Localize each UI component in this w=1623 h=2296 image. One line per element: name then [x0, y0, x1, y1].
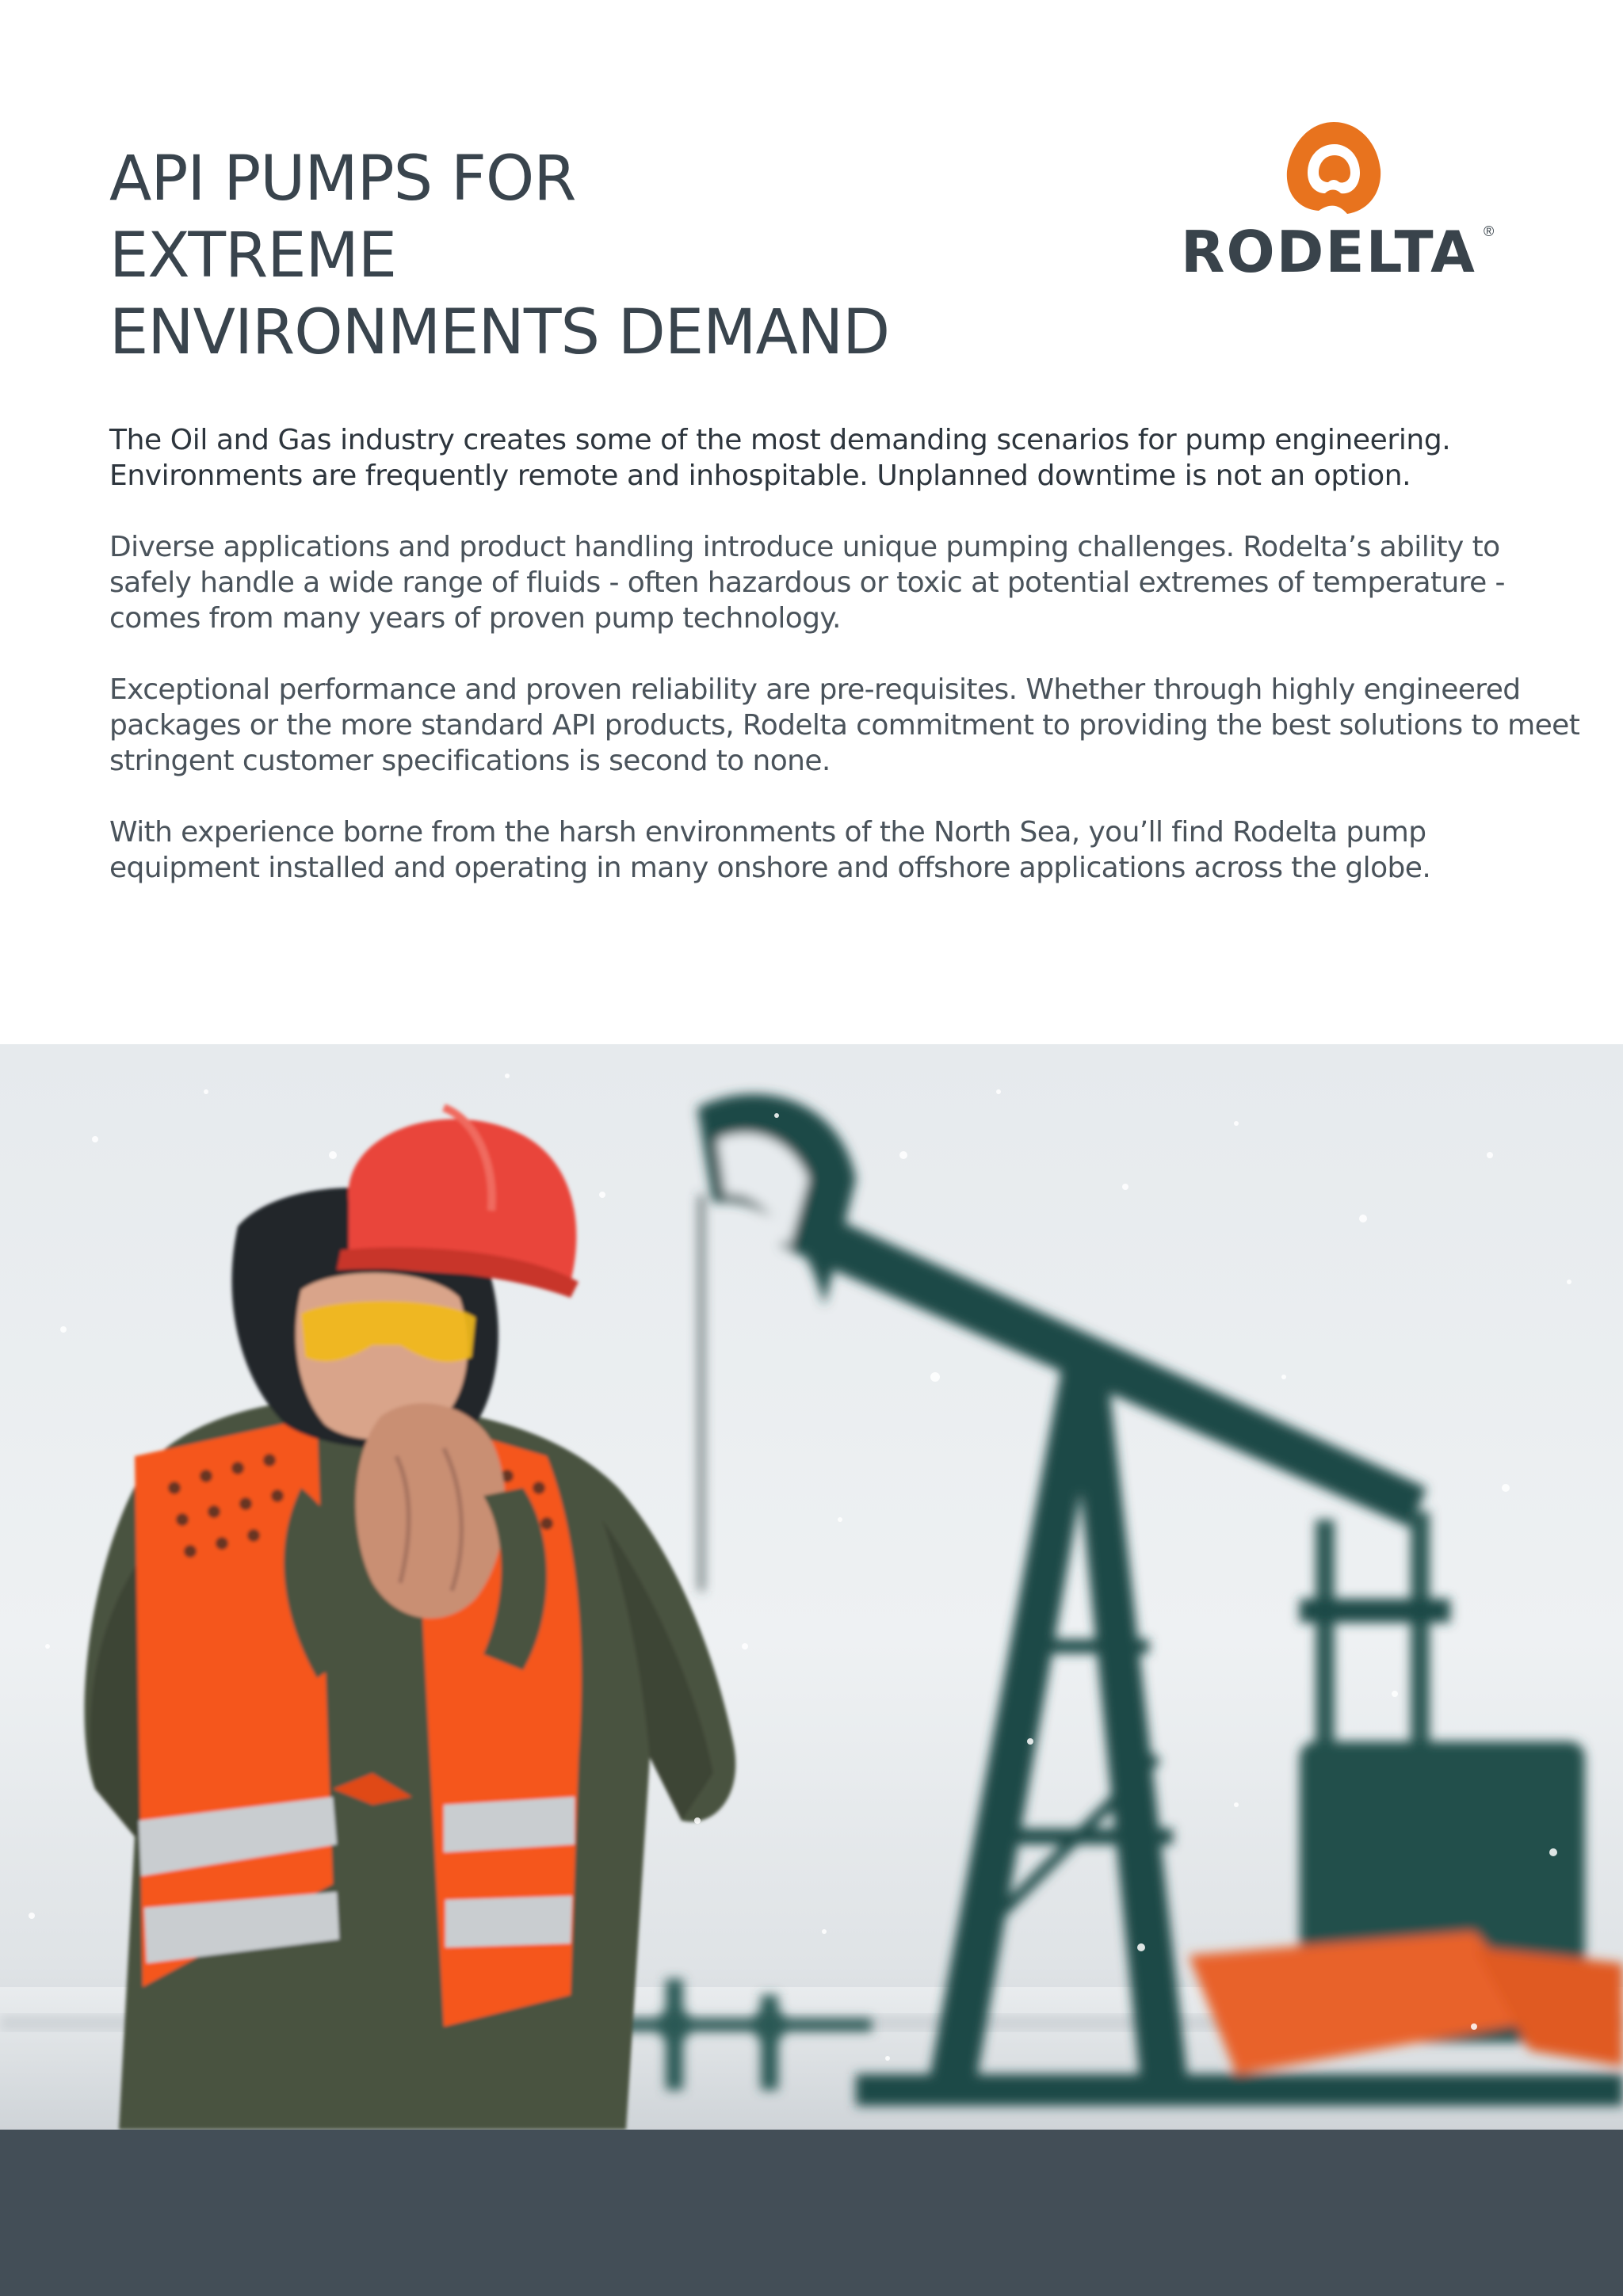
hero-illustration	[0, 1044, 1623, 2130]
rodelta-mark-icon	[1282, 117, 1385, 219]
performance-paragraph: Exceptional performance and proven reliability are pre-requisites. Whether through highly engineered packages or the more standard API products, Rodelta commitment to providing the best solutions to meet stringent customer specifications is second to none.	[109, 673, 1580, 777]
title-line-1: API PUMPS FOR	[109, 143, 576, 215]
title-line-2: EXTREME	[109, 220, 397, 292]
intro-paragraph: The Oil and Gas industry creates some of the most demanding scenarios for pump engineering. Environments are frequently remote and inhospitable. Unplanned downtime is not an option.	[109, 424, 1451, 492]
title-line-3: ENVIRONMENTS DEMAND	[109, 297, 890, 368]
pumpjack-illustration	[618, 1094, 1623, 2106]
body-copy	[109, 422, 1583, 921]
registered-mark: ®	[1484, 223, 1495, 239]
experience-paragraph: With experience borne from the harsh environments of the North Sea, you’ll find Rodelta pump equipment installed and operating in many onshore and offshore applications across the globe.	[109, 816, 1431, 884]
worker-illustration	[85, 1108, 736, 2130]
footer-band	[0, 2130, 1623, 2296]
page-title	[109, 141, 1060, 372]
applications-paragraph: Diverse applications and product handling introduce unique pumping challenges. Rodelta’s ability to safely handle a wide range of fluids - often hazardous or toxic at potential extremes of temperature - comes from many years of proven pump technology.	[109, 531, 1505, 635]
rodelta-logo	[1181, 117, 1498, 284]
rodelta-wordmark: RODELTA	[1181, 219, 1476, 285]
hero-photo	[0, 1044, 1623, 2130]
